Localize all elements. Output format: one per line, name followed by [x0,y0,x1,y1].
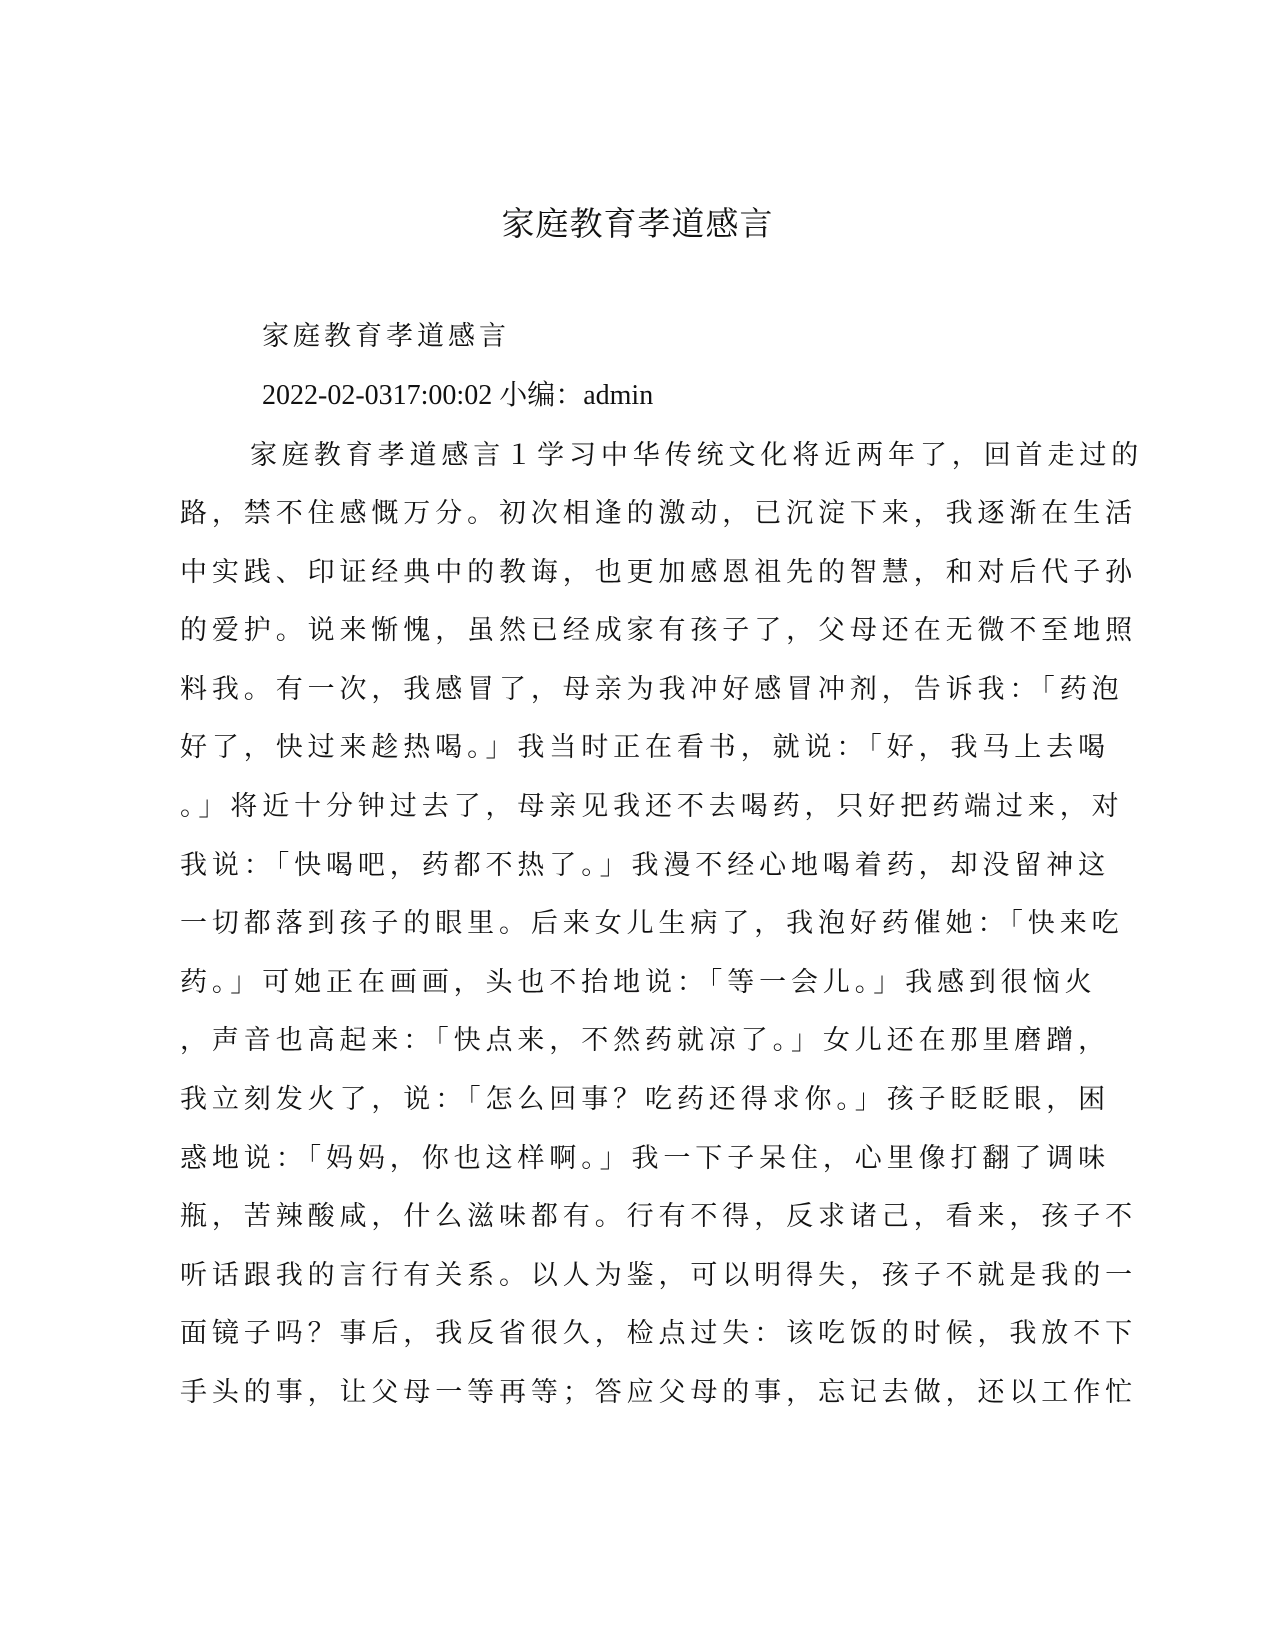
body-line: 。」将近十分钟过去了，母亲见我还不去喝药，只好把药端过来，对 [180,791,1124,822]
document-title: 家庭教育孝道感言 [501,204,774,243]
body-line: 听话跟我的言行有关系。以人为鉴，可以明得失，孩子不就是我的一 [180,1260,1137,1291]
body-line: 我立刻发火了，说：「怎么回事？吃药还得求你。」孩子眨眨眼，困 [180,1084,1110,1115]
body-line: 料我。有一次，我感冒了，母亲为我冲好感冒冲剂，告诉我：「药泡 [180,674,1124,705]
body-line: 一切都落到孩子的眼里。后来女儿生病了，我泡好药催她：「快来吃 [180,908,1124,939]
body-line: 家庭教育孝道感言１学习中华传统文化将近两年了，回首走过的 [250,440,1144,471]
body-line: 惑地说：「妈妈，你也这样啊。」我一下子呆住，心里像打翻了调味 [180,1143,1110,1174]
body-line: 我说：「快喝吧，药都不热了。」我漫不经心地喝着药，却没留神这 [180,850,1110,881]
document-subtitle: 家庭教育孝道感言 [262,321,510,352]
body-line: 好了，快过来趁热喝。」我当时正在看书，就说：「好，我马上去喝 [180,732,1110,763]
body-line: ，声音也高起来：「快点来，不然药就凉了。」女儿还在那里磨蹭， [180,1025,1110,1056]
body-line: 药。」可她正在画画，头也不抬地说：「等一会儿。」我感到很恼火 [180,967,1097,998]
body-line: 面镜子吗？事后，我反省很久，检点过失：该吃饭的时候，我放不下 [180,1318,1137,1349]
date-author-line: 2022-02-0317:00:02 小编：admin [262,380,654,411]
body-line: 路，禁不住感慨万分。初次相逢的激动，已沉淀下来，我逐渐在生活 [180,498,1137,529]
body-line: 的爱护。说来惭愧，虽然已经成家有孩子了，父母还在无微不至地照 [180,615,1137,646]
body-line: 手头的事，让父母一等再等；答应父母的事，忘记去做，还以工作忙 [180,1377,1137,1408]
body-line: 瓶，苦辣酸咸，什么滋味都有。行有不得，反求诸己，看来，孩子不 [180,1201,1137,1232]
body-line: 中实践、印证经典中的教诲，也更加感恩祖先的智慧，和对后代子孙 [180,557,1137,588]
